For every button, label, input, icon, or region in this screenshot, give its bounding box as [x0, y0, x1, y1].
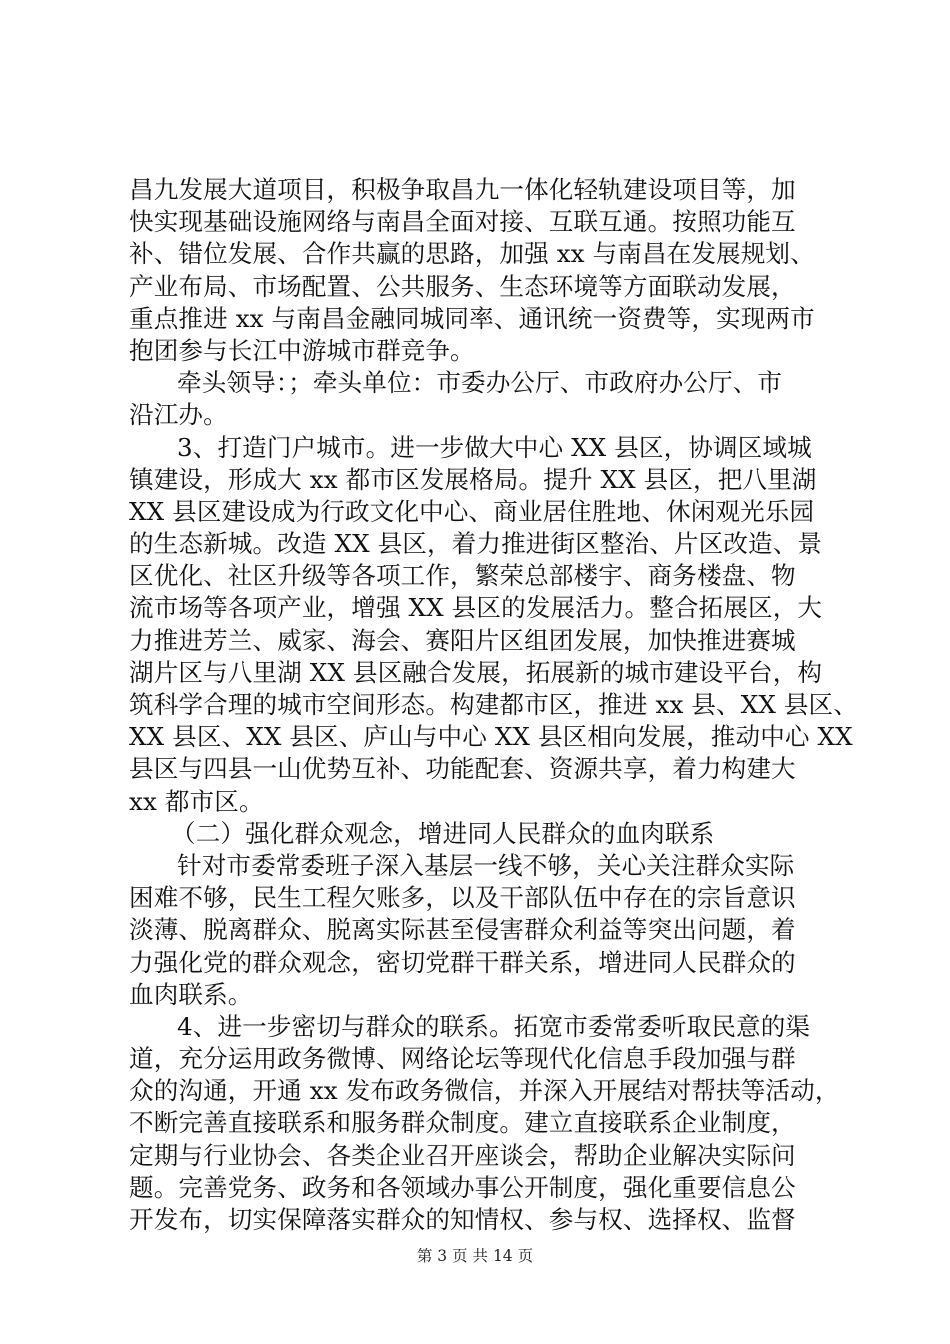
text-line: XX 县区、XX 县区、庐山与中心 XX 县区相向发展，推动中心 XX: [129, 722, 853, 752]
text-line: 产业布局、市场配置、公共服务、生态环境等方面联动发展，: [129, 271, 796, 301]
text-line: 快实现基础设施网络与南昌全面对接、互联互通。按照功能互: [129, 207, 796, 237]
text-line: 重点推进 xx 与南昌金融同城同率、通讯统一资费等，实现两市: [129, 303, 815, 333]
text-line: 血肉联系。: [129, 979, 253, 1009]
text-line: xx 都市区。: [129, 786, 264, 816]
text-line: 困难不够，民生工程欠账多，以及干部队伍中存在的宗旨意识: [129, 883, 796, 913]
text-line: 4、进一步密切与群众的联系。拓宽市委常委听取民意的渠: [177, 1011, 811, 1041]
text-line: 筑科学合理的城市空间形态。构建都市区，推进 xx 县、XX 县区、: [129, 690, 858, 719]
text-line: 力推进芳兰、威家、海会、赛阳片区组团发展，加快推进赛城: [129, 625, 796, 655]
text-line: 力强化党的群众观念，密切党群干群关系，增进同人民群众的: [129, 947, 796, 977]
text-line: 昌九发展大道项目，积极争取昌九一体化轻轨建设项目等，加: [129, 175, 796, 204]
text-line: 题。完善党务、政务和各领域办事公开制度，强化重要信息公: [129, 1172, 796, 1202]
text-line: 沿江办。: [129, 400, 228, 430]
text-line: 道，充分运用政务微博、网络论坛等现代化信息手段加强与群: [129, 1044, 796, 1074]
text-line: 3、打造门户城市。进一步做大中心 XX 县区，协调区域城: [177, 432, 812, 462]
text-line: 抱团参与长江中游城市群竞争。: [129, 335, 475, 365]
text-line: 淡薄、脱离群众、脱离实际甚至侵害群众利益等突出问题，着: [129, 915, 796, 945]
page-number-footer: 第 3 页 共 14 页: [416, 1247, 534, 1265]
text-line: 流市场等各项产业，增强 XX 县区的发展活力。整合拓展区，大: [129, 593, 823, 623]
text-line: 的生态新城。改造 XX 县区，着力推进街区整治、片区改造、景: [129, 529, 823, 559]
text-line: 针对市委常委班子深入基层一线不够，关心关注群众实际: [177, 850, 795, 880]
text-line: 牵头领导：；牵头单位：市委办公厅、市政府办公厅、市: [177, 368, 783, 398]
text-line: 定期与行业协会、各类企业召开座谈会，帮助企业解决实际问: [129, 1140, 796, 1170]
text-line: 镇建设，形成大 xx 都市区发展格局。提升 XX 县区，把八里湖: [129, 464, 817, 494]
text-line: 不断完善直接联系和服务群众制度。建立直接联系企业制度，: [129, 1108, 796, 1138]
text-line: 补、错位发展、合作共赢的思路，加强 xx 与南昌在发展规划、: [129, 239, 815, 269]
text-line: 区优化、社区升级等各项工作，繁荣总部楼宇、商务楼盘、物: [129, 561, 796, 591]
text-line: 开发布，切实保障落实群众的知情权、参与权、选择权、监督: [129, 1205, 796, 1234]
text-line: 县区与四县一山优势互补、功能配套、资源共享，着力构建大: [129, 754, 796, 784]
text-line: XX 县区建设成为行政文化中心、商业居住胜地、休闲观光乐园: [129, 496, 815, 526]
document-body: [129, 174, 858, 1236]
text-line: 湖片区与八里湖 XX 县区融合发展，拓展新的城市建设平台，构: [129, 657, 823, 687]
section-heading: （二）强化群众观念，增进同人民群众的血肉联系: [171, 818, 715, 848]
text-line: 众的沟通，开通 xx 发布政务微信，并深入开展结对帮扶等活动，: [129, 1076, 840, 1106]
